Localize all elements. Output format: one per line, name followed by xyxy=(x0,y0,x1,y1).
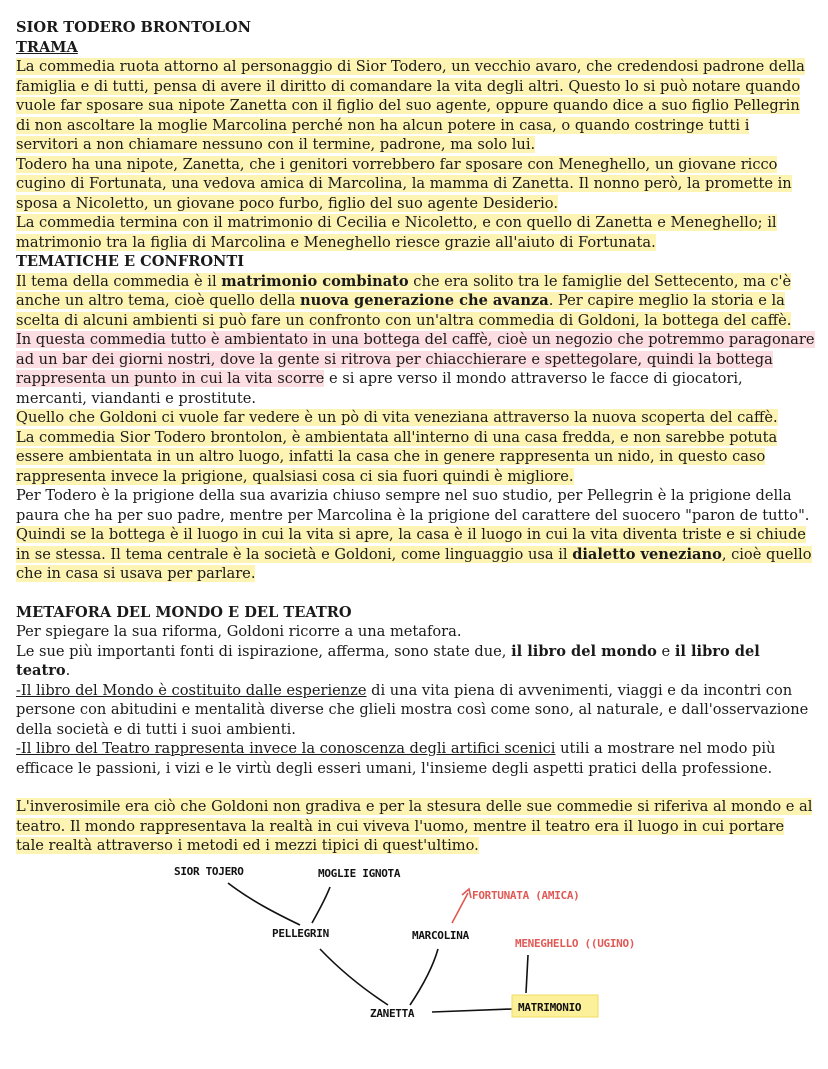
text-run: . xyxy=(65,662,71,679)
line-moglie-pellegrin xyxy=(312,887,330,923)
label-marcolina: MARCOLINA xyxy=(412,929,469,942)
label-todero: SIOR TOJERO xyxy=(174,865,244,878)
tematiche-paragraph-5: Per Todero è la prigione della sua avarizia chiuso sempre nel suo studio, per Pellegrin è la prigione della paura che ha per suo padre, mentre per Marcolina è la prigione del carattere del suocero "paron de tutto". xyxy=(16,487,810,524)
underlined-text: -Il libro del Teatro rappresenta invece la conoscenza degli artifici scenici xyxy=(16,740,556,757)
highlighted-text: La commedia Sior Todero brontolon, è ambientata all'interno di una casa fredda, e non sarebbe potuta essere ambientata in un altro luogo, infatti la casa che in genere rappresenta un nido, in questo caso rappresenta invece la prigione, qualsiasi cosa ci sia fuori quindi è migliore. xyxy=(16,428,778,485)
tematiche-paragraph-4 xyxy=(16,428,816,487)
section-heading-tematiche: TEMATICHE E CONFRONTI xyxy=(16,253,245,270)
metafora-paragraph-1: Per spiegare la sua riforma, Goldoni ricorre a una metafora. xyxy=(16,623,462,640)
tematiche-paragraph-1 xyxy=(16,272,816,331)
text-run: Quindi se la bottega è il luogo in cui la vita si apre, la casa è il luogo in cui la vita diventa triste e si chiude in se stessa. Il tema centrale è la società e Goldoni, come linguaggio usa il xyxy=(16,526,806,563)
document-body xyxy=(16,18,816,856)
line-pellegrin-zanetta xyxy=(320,949,388,1005)
metafora-paragraph-4 xyxy=(16,739,816,778)
metafora-paragraph-3 xyxy=(16,681,816,740)
label-matrimonio: MATRIMONIO xyxy=(518,1001,582,1014)
bold-text: il libro del mondo xyxy=(511,642,657,660)
tematiche-paragraph-3 xyxy=(16,408,816,428)
highlighted-text: L'inverosimile era ciò che Goldoni non gradiva e per la stesura delle sue commedie si riferiva al mondo e al teatro. Il mondo rappresentava la realtà in cui viveva l'uomo, mentre il teatro era il luogo in cui portare tale realtà attraverso i metodi ed i mezzi tipici di quest'ultimo. xyxy=(16,798,813,854)
line-todero-pellegrin xyxy=(228,883,300,925)
bold-text: matrimonio combinato xyxy=(221,272,409,290)
label-meneghello: MENEGHELLO ((UGINO) xyxy=(515,937,636,950)
text-run: Le sue più importanti fonti di ispirazione, afferma, sono state due, xyxy=(16,642,512,660)
text-run: , cioè quello che in casa si usava per parlare. xyxy=(16,545,812,582)
line-meneghello-matrimonio xyxy=(526,955,528,993)
text-run: e si apre verso il mondo attraverso le facce di giocatori, mercanti, viandanti e prostitute. xyxy=(16,370,743,407)
section-heading-metafora: METAFORA DEL MONDO E DEL TEATRO xyxy=(16,603,352,621)
trama-paragraph-3 xyxy=(16,213,816,252)
underlined-text: -Il libro del Mondo è costituito dalle esperienze xyxy=(16,681,367,699)
text-run: Il tema della commedia è il xyxy=(16,272,222,290)
label-moglie: MOGLIE IGNOTA xyxy=(318,867,401,880)
tematiche-paragraph-2 xyxy=(16,330,816,408)
text-run: che era solito tra le famiglie del Settecento, ma c'è anche un altro tema, cioè quello della xyxy=(16,272,792,309)
section-heading-trama: TRAMA xyxy=(16,38,78,56)
highlighted-text: Todero ha una nipote, Zanetta, che i genitori vorrebbero far sposare con Meneghello, un giovane ricco cugino di Fortunata, una vedova amica di Marcolina, la mamma di Zanetta. Il nonno però, la promette in sposa a Nicoletto, un giovane poco furbo, figlio del suo agente Desiderio. xyxy=(16,155,792,212)
line-marcolina-zanetta xyxy=(410,949,438,1005)
highlighted-text: La commedia termina con il matrimonio di Cecilia e Nicoletto, e con quello di Zanetta e Meneghello; il matrimonio tra la figlia di Marcolina e Meneghello riesce grazie all'aiuto di Fortunata. xyxy=(16,214,777,251)
label-fortunata: FORTUNATA (AMICA) xyxy=(472,889,580,902)
pink-highlight: In questa commedia tutto è ambientato in una bottega del caffè, cioè un negozio che potremmo paragonare ad un bar dei giorni nostri, dove la gente si ritrova per chiacchierare e spettegolare, quindi la bottega rappresenta un punto in cui la vita scorre xyxy=(16,331,815,387)
highlighted-text: La commedia ruota attorno al personaggio di Sior Todero, un vecchio avaro, che credendosi padrone della famiglia e di tutti, pensa di avere il diritto di comandare la vita degli altri. Questo lo si può notare quando vuole far sposare sua nipote Zanetta con il figlio del suo agente, oppure quando dice a suo figlio Pellegrin di non ascoltare la moglie Marcolina perché non ha alcun potere in casa, o quando costringe tutti i servitori a non chiamare nessuno con il termine, padrone, ma solo lui. xyxy=(16,58,805,153)
highlighted-text: Quello che Goldoni ci vuole far vedere è un pò di vita veneziana attraverso la nuova scoperta del caffè. xyxy=(16,409,778,426)
text-run: . Per capire meglio la storia e la scelta di alcuni ambienti si può fare un confronto con un'altra commedia di Goldoni, la bottega del caffè. xyxy=(16,292,792,329)
text-run: di una vita piena di avvenimenti, viaggi e da incontri con persone con abitudini e mentalità diverse che glieli mostra così come sono, al naturale, e dall'osservazione della società e di tutti i suoi ambienti. xyxy=(16,681,809,738)
line-zanetta-matrimonio xyxy=(432,1009,512,1012)
spacer xyxy=(16,584,816,603)
bold-text: il libro del teatro xyxy=(16,642,760,679)
label-pellegrin: PELLEGRIN xyxy=(272,927,329,940)
bold-text: nuova generazione che avanza xyxy=(300,292,549,309)
tematiche-paragraph-6 xyxy=(16,525,816,584)
document-title: SIOR TODERO BRONTOLON xyxy=(16,19,251,36)
trama-paragraph-1 xyxy=(16,57,816,155)
text-run: e xyxy=(656,642,675,660)
spacer xyxy=(16,778,816,797)
text-run: utili a mostrare nel modo più efficace le passioni, i vizi e le virtù degli esseri umani, l'insieme degli aspetti pratici della professione. xyxy=(16,740,776,777)
metafora-paragraph-2 xyxy=(16,642,816,681)
trama-paragraph-2 xyxy=(16,155,816,214)
bold-text: dialetto veneziano xyxy=(572,545,722,563)
arrow-marcolina-fortunata xyxy=(452,893,468,923)
label-zanetta: ZANETTA xyxy=(370,1007,415,1020)
family-tree-diagram xyxy=(0,845,828,1069)
